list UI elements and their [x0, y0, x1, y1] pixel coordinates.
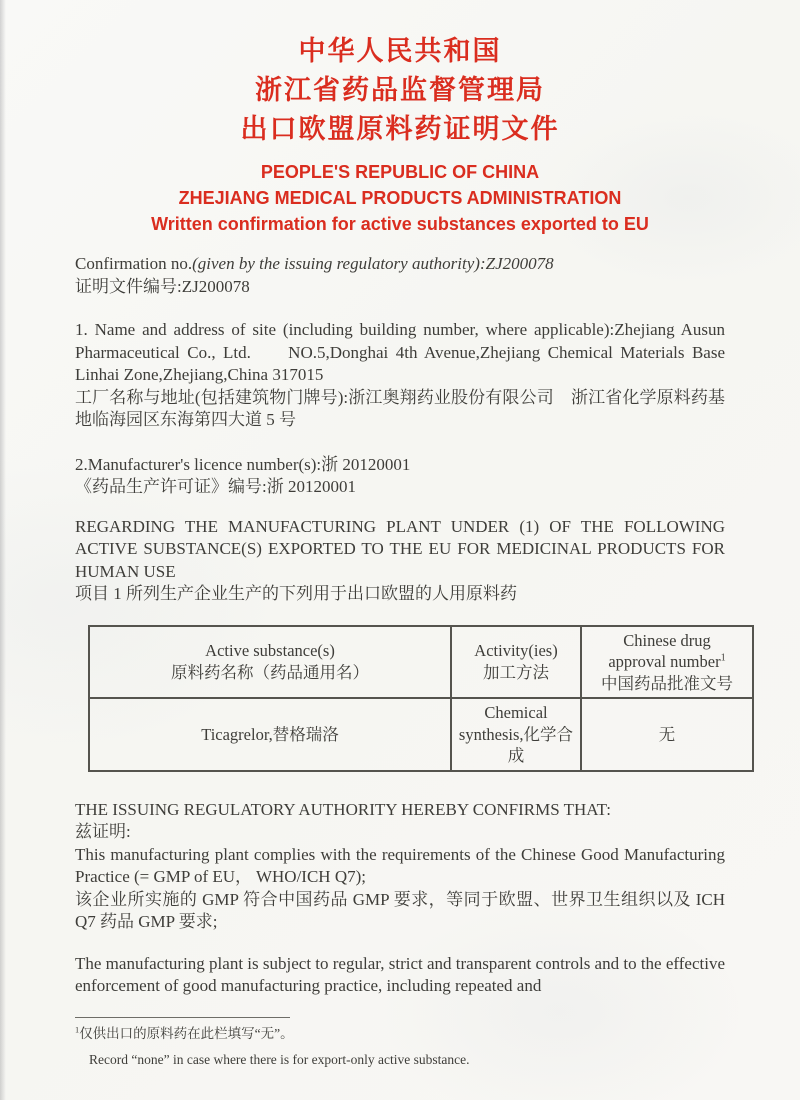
footnote-reference-mark: 1 [720, 652, 726, 664]
header-approval-en-line2: approval number$^1$ [608, 652, 726, 671]
header-activity-en: Activity(ies) [474, 641, 558, 661]
active-substances-table [88, 625, 754, 772]
site-name-address-block [75, 319, 725, 432]
footnote-marker: 1 [75, 1025, 80, 1034]
title-block-en [75, 159, 725, 237]
confirmation-label: Confirmation no. [75, 254, 193, 273]
title-authority-cn: 浙江省药品监督管理局 [255, 75, 545, 105]
controls-paragraph-block [75, 953, 725, 998]
confirmation-number-block [75, 253, 725, 298]
table-header-row [89, 626, 753, 699]
confirms-title-cn: 兹证明: [75, 822, 131, 841]
header-activity [451, 626, 581, 699]
header-active-substance-cn: 原料药名称（药品通用名） [171, 662, 369, 682]
regarding-statement-en: REGARDING THE MANUFACTURING PLANT UNDER (1) OF THE FOLLOWING ACTIVE SUBSTANCE(S) EXPORTED TO THE EU FOR MEDICINAL PRODUCTS FOR HUMAN USE [75, 516, 725, 581]
table-data-row [89, 698, 753, 771]
site-name-address-en: 1. Name and address of site (including building number, where applicable):Zhejiang Ausun Pharmaceutical Co., Ltd. NO.5,Donghai 4th Avenue,Zhejiang Chemical Materials Base Linhai Zone,Zhejiang,China 317015 [75, 320, 725, 384]
gmp-compliance-en: This manufacturing plant complies with the requirements of the Chinese Good Manufacturing Practice (= GMP of EU， WHO/ICH Q7); [75, 844, 725, 886]
footnote-divider [75, 1017, 290, 1018]
header-activity-cn: 加工方法 [483, 662, 549, 682]
header-approval-cn: 中国药品批准文号 [601, 673, 733, 693]
confirmation-authority-note: (given by the issuing regulatory authority):ZJ200078 [192, 254, 554, 273]
regarding-statement-block [75, 516, 725, 606]
cell-substance: Ticagrelor,替格瑞洛 [89, 698, 451, 771]
regarding-statement-cn: 项目 1 所列生产企业生产的下列用于出口欧盟的人用原料药 [75, 584, 517, 603]
licence-number-cn: 《药品生产许可证》编号:浙 20120001 [75, 477, 356, 496]
title-document-cn: 出口欧盟原料药证明文件 [240, 114, 560, 144]
footnote-cn: $^1$仅供出口的原料药在此栏填写“无”。 [75, 1025, 294, 1041]
footnote-en: Record “none” in case where there is for export-only active substance. [89, 1051, 470, 1067]
gmp-compliance-cn: 该企业所实施的 GMP 符合中国药品 GMP 要求，等同于欧盟、世界卫生组织以及 ICH Q7 药品 GMP 要求; [75, 889, 725, 931]
header-active-substance [89, 626, 451, 699]
cell-activity: Chemical synthesis,化学合成 [451, 698, 581, 771]
header-approval-en-line1: Chinese drug [623, 630, 711, 650]
authority-confirms-block [75, 799, 725, 934]
confirms-title-en: THE ISSUING REGULATORY AUTHORITY HEREBY CONFIRMS THAT: [75, 799, 611, 819]
title-authority-en: ZHEJIANG MEDICAL PRODUCTS ADMINISTRATION [178, 188, 622, 208]
cell-approval: 无 [581, 698, 753, 771]
header-active-substance-en: Active substance(s) [205, 641, 335, 661]
title-country-en: PEOPLE'S REPUBLIC OF CHINA [260, 162, 540, 182]
confirmation-number-line-en [75, 253, 725, 276]
header-approval-number [581, 626, 753, 699]
controls-paragraph-en: The manufacturing plant is subject to regular, strict and transparent controls and to the effective enforcement of good manufacturing practice, including repeated and [75, 953, 725, 995]
title-document-en: Written confirmation for active substances exported to EU [151, 214, 649, 234]
licence-number-en: 2.Manufacturer's licence number(s):浙 20120001 [75, 454, 411, 474]
site-name-address-cn: 工厂名称与地址(包括建筑物门牌号):浙江奥翔药业股份有限公司 浙江省化学原料药基地临海园区东海第四大道 5 号 [75, 387, 725, 429]
confirmation-number-line-cn: 证明文件编号:ZJ200078 [75, 276, 250, 296]
title-country-cn: 中华人民共和国 [298, 36, 502, 66]
licence-number-block [75, 454, 725, 499]
